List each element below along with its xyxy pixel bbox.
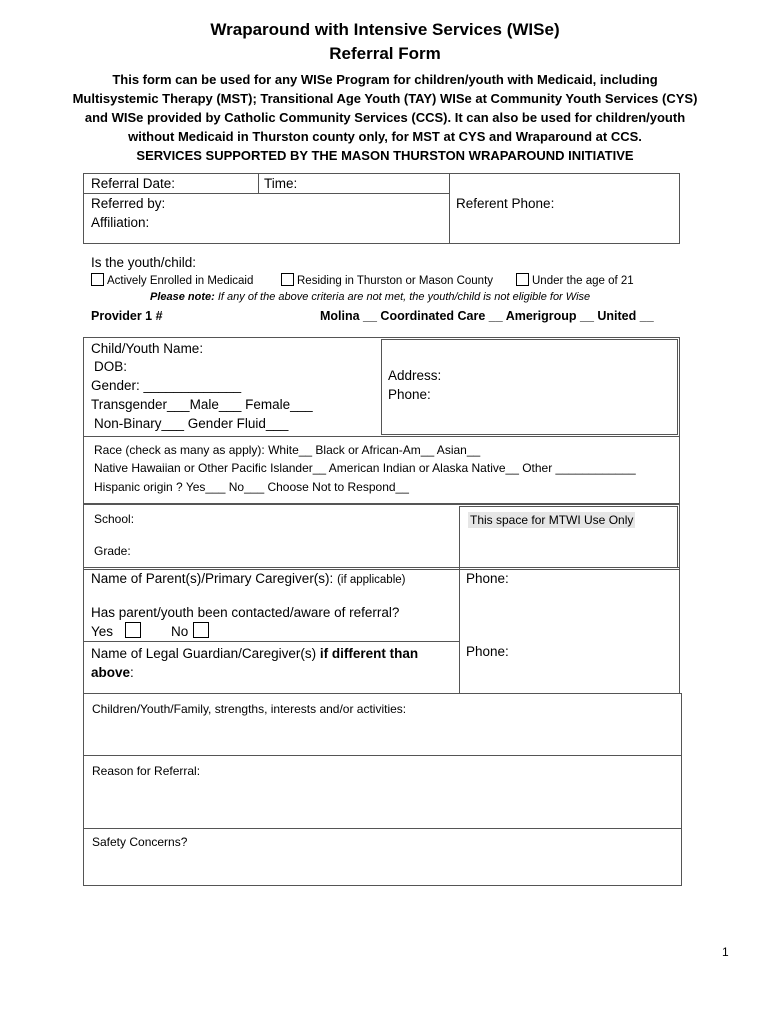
dob-label[interactable]: DOB: xyxy=(94,359,128,374)
form-title: Wraparound with Intensive Services (WISe) xyxy=(210,20,560,39)
race-options[interactable]: Race (check as many as apply): White__ Black or African-Am__ Asian__ xyxy=(94,443,481,457)
health-plans[interactable]: Molina __ Coordinated Care __ Amerigroup __ United __ xyxy=(320,309,654,323)
eligibility-question: Is the youth/child: xyxy=(91,255,197,270)
address-label[interactable]: Address: xyxy=(388,368,442,383)
parent-name-label[interactable] xyxy=(91,571,405,586)
age-label: Under the age of 21 xyxy=(532,275,634,287)
no-checkbox[interactable] xyxy=(193,622,209,638)
guardian-label[interactable] xyxy=(91,644,418,682)
age-option[interactable] xyxy=(516,273,634,287)
gender-options-2[interactable]: Non-Binary___ Gender Fluid___ xyxy=(94,416,289,431)
contacted-no[interactable] xyxy=(171,624,188,639)
guardian-bold-2: above xyxy=(91,665,131,680)
referral-date-label[interactable]: Referral Date: xyxy=(91,176,176,191)
guardian-colon: : xyxy=(130,665,134,680)
strengths-label: Children/Youth/Family, strengths, interests and/or activities: xyxy=(92,702,407,716)
child-phone-label[interactable]: Phone: xyxy=(388,387,431,402)
checkbox-icon[interactable] xyxy=(281,273,294,286)
gender-options-1[interactable]: Transgender___Male___ Female___ xyxy=(91,397,313,412)
parent-name-text: Name of Parent(s)/Primary Caregiver(s): xyxy=(91,571,334,586)
gender-label[interactable]: Gender: _____________ xyxy=(91,378,242,393)
yes-checkbox[interactable] xyxy=(125,622,141,638)
note-text: If any of the above criteria are not met, the youth/child is not eligible for Wise xyxy=(214,291,591,303)
county-option[interactable] xyxy=(281,273,493,287)
eligibility-note xyxy=(150,291,590,303)
grade-label[interactable]: Grade: xyxy=(94,544,131,558)
if-applicable: (if applicable) xyxy=(337,574,406,586)
intro-text xyxy=(60,70,710,165)
form-subtitle: Referral Form xyxy=(329,44,441,63)
divider xyxy=(83,193,450,194)
child-name-label[interactable]: Child/Youth Name: xyxy=(91,341,204,356)
provider-label[interactable]: Provider 1 # xyxy=(91,309,163,323)
guardian-phone-label[interactable]: Phone: xyxy=(466,644,509,659)
contacted-question: Has parent/youth been contacted/aware of referral? xyxy=(91,605,400,620)
county-label: Residing in Thurston or Mason County xyxy=(297,275,494,287)
divider xyxy=(449,173,450,244)
office-use-label: This space for MTWI Use Only xyxy=(470,513,634,527)
affiliation-label[interactable]: Affiliation: xyxy=(91,215,150,230)
safety-label: Safety Concerns? xyxy=(92,835,188,849)
race-options-2[interactable]: Native Hawaiian or Other Pacific Islander__ American Indian or Alaska Native__ Other ____________ xyxy=(94,461,636,475)
intro-line: Multisystemic Therapy (MST); Transitional Age Youth (TAY) WISe at Community Youth Services (CYS) xyxy=(72,91,698,106)
yes-label: Yes xyxy=(91,624,114,639)
guardian-bold: if different than xyxy=(319,646,419,661)
note-bold: Please note: xyxy=(150,291,215,303)
divider xyxy=(459,567,460,694)
guardian-text: Name of Legal Guardian/Caregiver(s) xyxy=(91,646,317,661)
medicaid-option[interactable] xyxy=(91,273,253,287)
divider xyxy=(258,173,259,193)
contacted-yes[interactable] xyxy=(91,624,113,639)
supported-by: SERVICES SUPPORTED BY THE MASON THURSTON WRAPAROUND INITIATIVE xyxy=(136,148,634,163)
page-number: 1 xyxy=(722,945,729,959)
reason-label: Reason for Referral: xyxy=(92,764,201,778)
intro-line: without Medicaid in Thurston county only, for MST at CYS and Wraparound at CCS. xyxy=(128,129,642,144)
school-label[interactable]: School: xyxy=(94,512,135,526)
intro-line: and WISe provided by Catholic Community Services (CCS). It can also be used for children/youth xyxy=(84,110,686,125)
referent-phone-label[interactable]: Referent Phone: xyxy=(456,196,555,211)
divider xyxy=(83,641,459,642)
checkbox-icon[interactable] xyxy=(516,273,529,286)
time-label[interactable]: Time: xyxy=(264,176,298,191)
medicaid-label: Actively Enrolled in Medicaid xyxy=(107,275,254,287)
referred-by-label[interactable]: Referred by: xyxy=(91,196,166,211)
hispanic-options[interactable]: Hispanic origin ? Yes___ No___ Choose Not to Respond__ xyxy=(94,480,409,494)
no-label: No xyxy=(171,624,189,639)
checkbox-icon[interactable] xyxy=(91,273,104,286)
parent-phone-label[interactable]: Phone: xyxy=(466,571,509,586)
intro-line: This form can be used for any WISe Program for children/youth with Medicaid, including xyxy=(112,72,658,87)
